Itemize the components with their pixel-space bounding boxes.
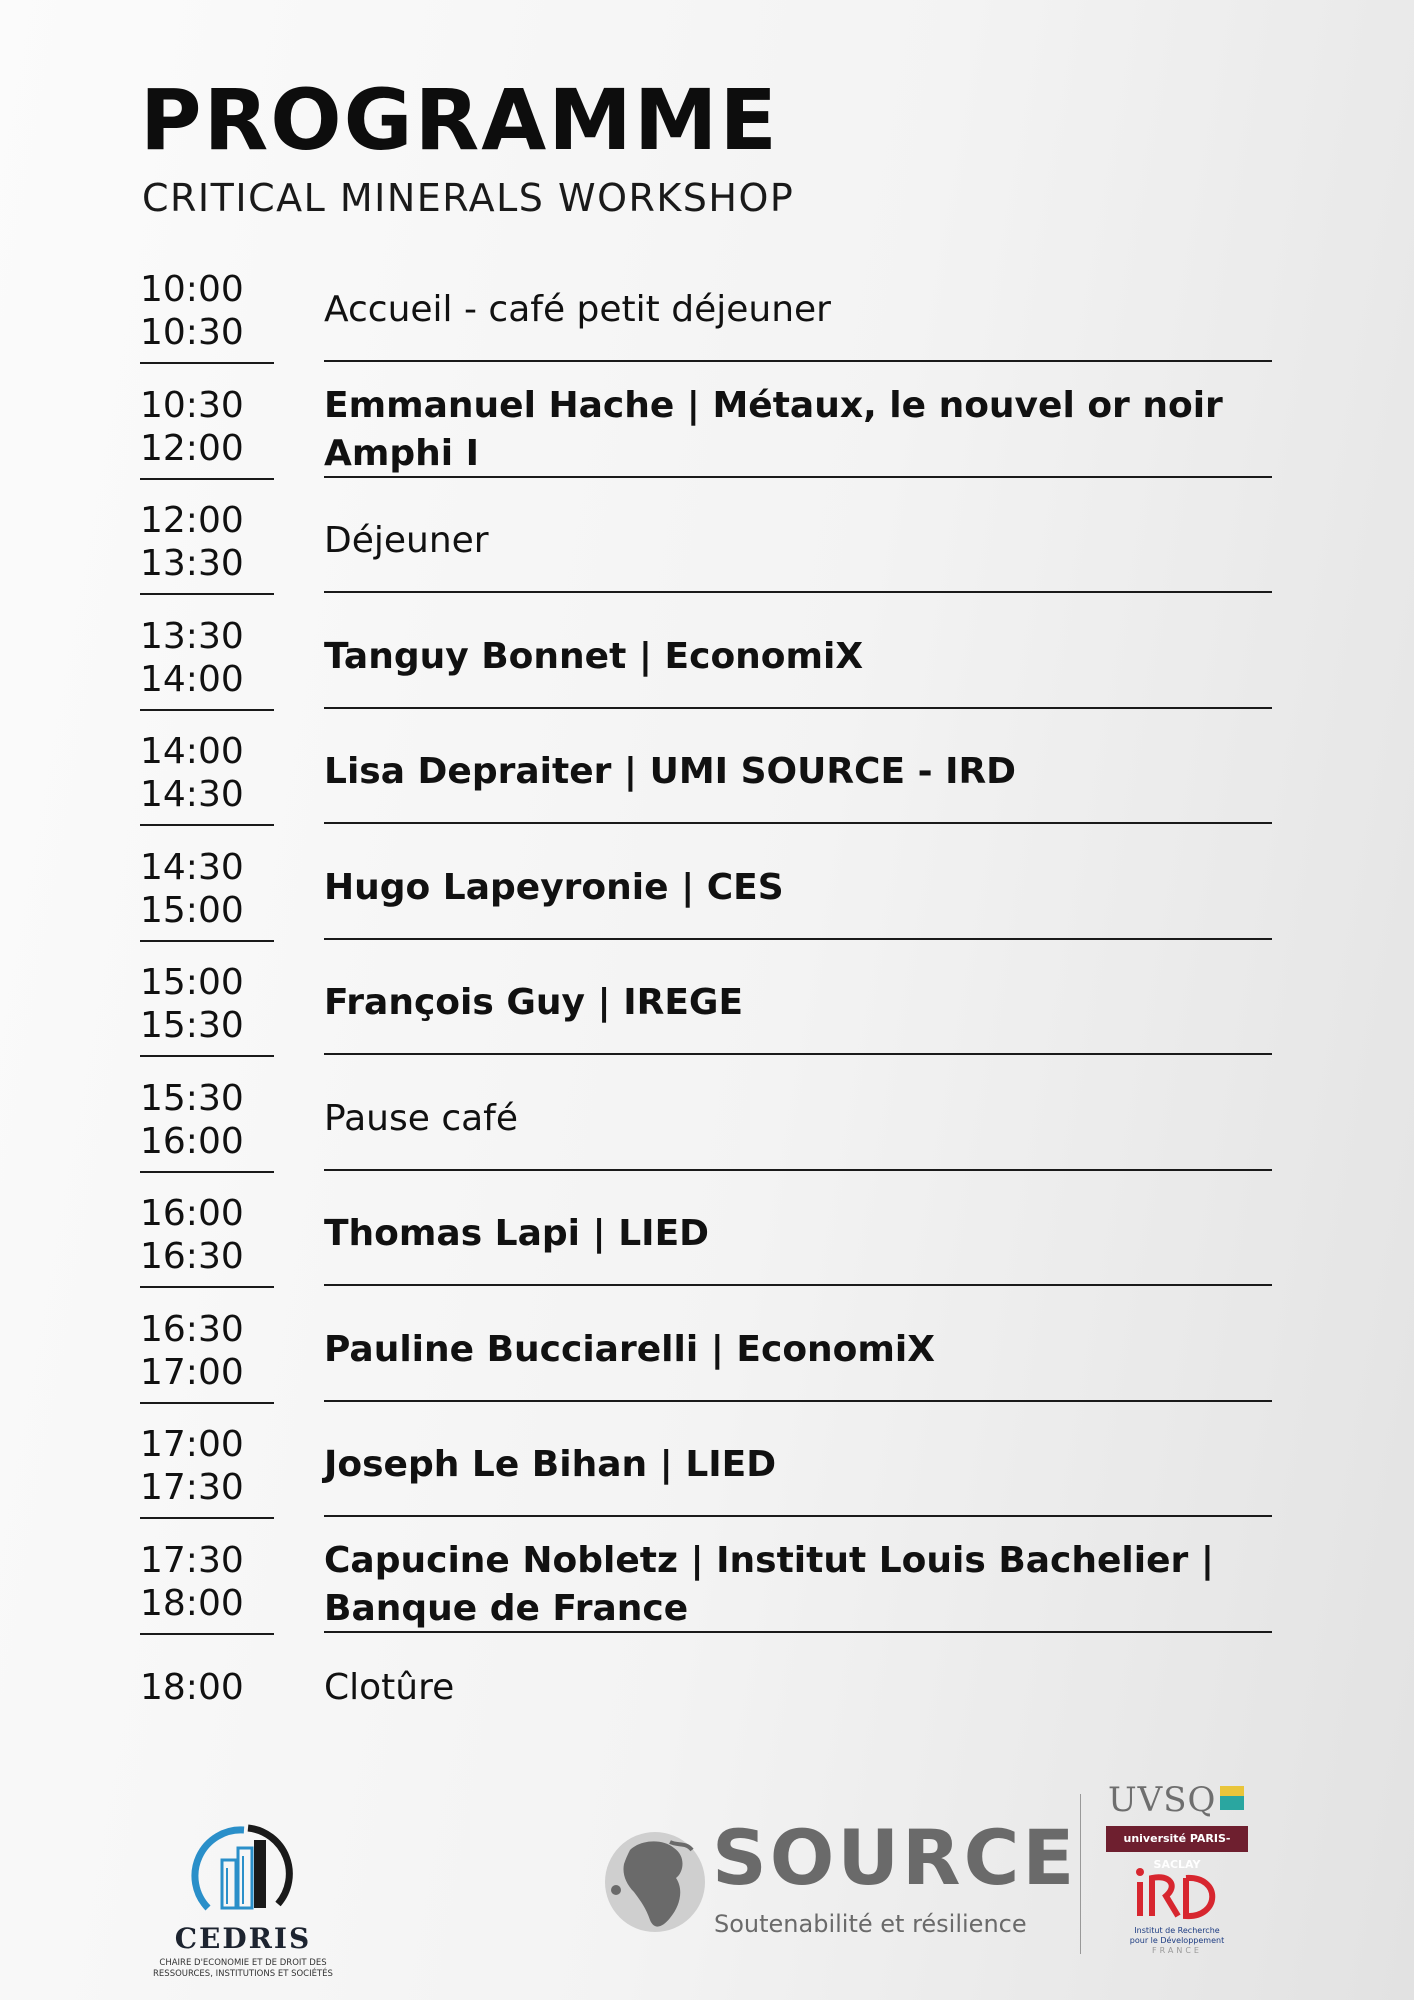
session-label	[324, 1210, 1284, 1258]
time-divider	[140, 1055, 274, 1057]
time-divider	[140, 593, 274, 595]
session-divider	[324, 1284, 1272, 1286]
session-divider	[324, 1400, 1272, 1402]
start-time: 14:00	[140, 731, 244, 772]
time-divider	[140, 1517, 274, 1519]
session-label	[324, 979, 1284, 1027]
closing-label: Clotûre	[324, 1667, 455, 1708]
session-divider	[324, 707, 1272, 709]
time-range	[140, 268, 244, 354]
time-divider	[140, 1633, 274, 1635]
session-label	[324, 286, 1284, 334]
end-time: 14:00	[140, 659, 244, 700]
start-time: 15:00	[140, 962, 244, 1003]
end-time: 12:00	[140, 428, 244, 469]
end-time: 14:30	[140, 774, 244, 815]
time-range	[140, 1539, 244, 1625]
uvsq-square-icon	[1220, 1786, 1244, 1810]
end-time: 17:30	[140, 1467, 244, 1508]
end-time: 18:00	[140, 1583, 244, 1624]
session-title: Joseph Le Bihan | LIED	[324, 1444, 777, 1485]
time-range	[140, 615, 244, 701]
session-title: Thomas Lapi | LIED	[324, 1213, 710, 1254]
ird-desc-line-1: Institut de Recherche	[1134, 1926, 1220, 1935]
cedris-desc-line-2: RESSOURCES, INSTITUTIONS ET SOCIÉTÉS	[153, 1969, 333, 1979]
cedris-logo	[148, 1800, 338, 1980]
start-time: 16:00	[140, 1193, 244, 1234]
uvsq-logo	[1108, 1780, 1248, 1826]
time-range	[140, 1077, 244, 1163]
time-divider	[140, 824, 274, 826]
session-divider	[324, 1169, 1272, 1171]
time-divider	[140, 1171, 274, 1173]
cedris-name: CEDRIS	[174, 1922, 312, 1955]
paris-saclay-logo: université PARIS-SACLAY	[1106, 1826, 1248, 1852]
time-divider	[140, 709, 274, 711]
time-divider	[140, 1402, 274, 1404]
session-subtitle: Banque de France	[324, 1588, 689, 1629]
session-title: Capucine Nobletz | Institut Louis Bachelier |	[324, 1540, 1214, 1581]
ird-description	[1122, 1926, 1232, 1956]
time-range	[140, 499, 244, 585]
ird-desc-line-3: FRANCE	[1152, 1946, 1202, 1955]
end-time: 13:30	[140, 543, 244, 584]
session-title: François Guy | IREGE	[324, 982, 744, 1023]
session-divider	[324, 938, 1272, 940]
closing-time: 18:00	[140, 1667, 244, 1708]
start-time: 10:00	[140, 269, 244, 310]
logo-divider	[1080, 1794, 1081, 1954]
ird-mark-icon	[1130, 1864, 1230, 1924]
session-divider	[324, 360, 1272, 362]
start-time: 16:30	[140, 1309, 244, 1350]
time-range	[140, 730, 244, 816]
start-time: 15:30	[140, 1078, 244, 1119]
source-logo	[600, 1800, 1078, 1950]
session-divider	[324, 1515, 1272, 1517]
session-divider	[324, 822, 1272, 824]
session-subtitle: Amphi I	[324, 433, 480, 474]
partner-logos	[0, 1780, 1414, 1990]
ird-desc-line-2: pour le Développement	[1129, 1936, 1225, 1945]
time-range	[140, 1192, 244, 1278]
source-tagline: Soutenabilité et résilience	[714, 1910, 1027, 1938]
session-label	[324, 1095, 1284, 1143]
time-divider	[140, 1286, 274, 1288]
session-label	[324, 748, 1284, 796]
end-time: 10:30	[140, 312, 244, 353]
session-label	[324, 1537, 1284, 1633]
session-title: Lisa Depraiter | UMI SOURCE - IRD	[324, 751, 1017, 792]
uvsq-text: UVSQ	[1108, 1780, 1217, 1820]
start-time: 17:30	[140, 1540, 244, 1581]
end-time: 17:00	[140, 1352, 244, 1393]
session-label	[324, 517, 1284, 565]
time-range	[140, 1423, 244, 1509]
page-title: PROGRAMME	[140, 71, 779, 169]
time-divider	[140, 478, 274, 480]
session-label	[324, 1441, 1284, 1489]
cedris-building-icon	[148, 1800, 338, 1920]
start-time: 12:00	[140, 500, 244, 541]
session-divider	[324, 476, 1272, 478]
session-title: Déjeuner	[324, 520, 489, 561]
start-time: 14:30	[140, 847, 244, 888]
session-title: Pause café	[324, 1098, 518, 1139]
end-time: 15:30	[140, 1005, 244, 1046]
time-range	[140, 384, 244, 470]
start-time: 10:30	[140, 385, 244, 426]
time-divider	[140, 940, 274, 942]
session-divider	[324, 1053, 1272, 1055]
end-time: 16:00	[140, 1121, 244, 1162]
session-title: Accueil - café petit déjeuner	[324, 289, 831, 330]
time-range	[140, 846, 244, 932]
session-title: Tanguy Bonnet | EconomiX	[324, 636, 864, 677]
time-range	[140, 961, 244, 1047]
session-title: Hugo Lapeyronie | CES	[324, 867, 784, 908]
end-time: 16:30	[140, 1236, 244, 1277]
start-time: 17:00	[140, 1424, 244, 1465]
session-label	[324, 1326, 1284, 1374]
session-title: Pauline Bucciarelli | EconomiX	[324, 1329, 936, 1370]
session-label	[324, 382, 1284, 478]
time-divider	[140, 362, 274, 364]
page-subtitle: CRITICAL MINERALS WORKSHOP	[142, 176, 795, 220]
cedris-desc-line-1: CHAIRE D'ECONOMIE ET DE DROIT DES	[159, 1958, 327, 1968]
session-divider	[324, 1631, 1272, 1633]
session-label	[324, 633, 1284, 681]
end-time: 15:00	[140, 890, 244, 931]
source-name: SOURCE	[712, 1813, 1078, 1902]
session-divider	[324, 591, 1272, 593]
session-title: Emmanuel Hache | Métaux, le nouvel or noir	[324, 385, 1223, 426]
cedris-description	[148, 1958, 338, 1980]
time-range	[140, 1308, 244, 1394]
globe-icon	[600, 1820, 710, 1950]
start-time: 13:30	[140, 616, 244, 657]
session-label	[324, 864, 1284, 912]
